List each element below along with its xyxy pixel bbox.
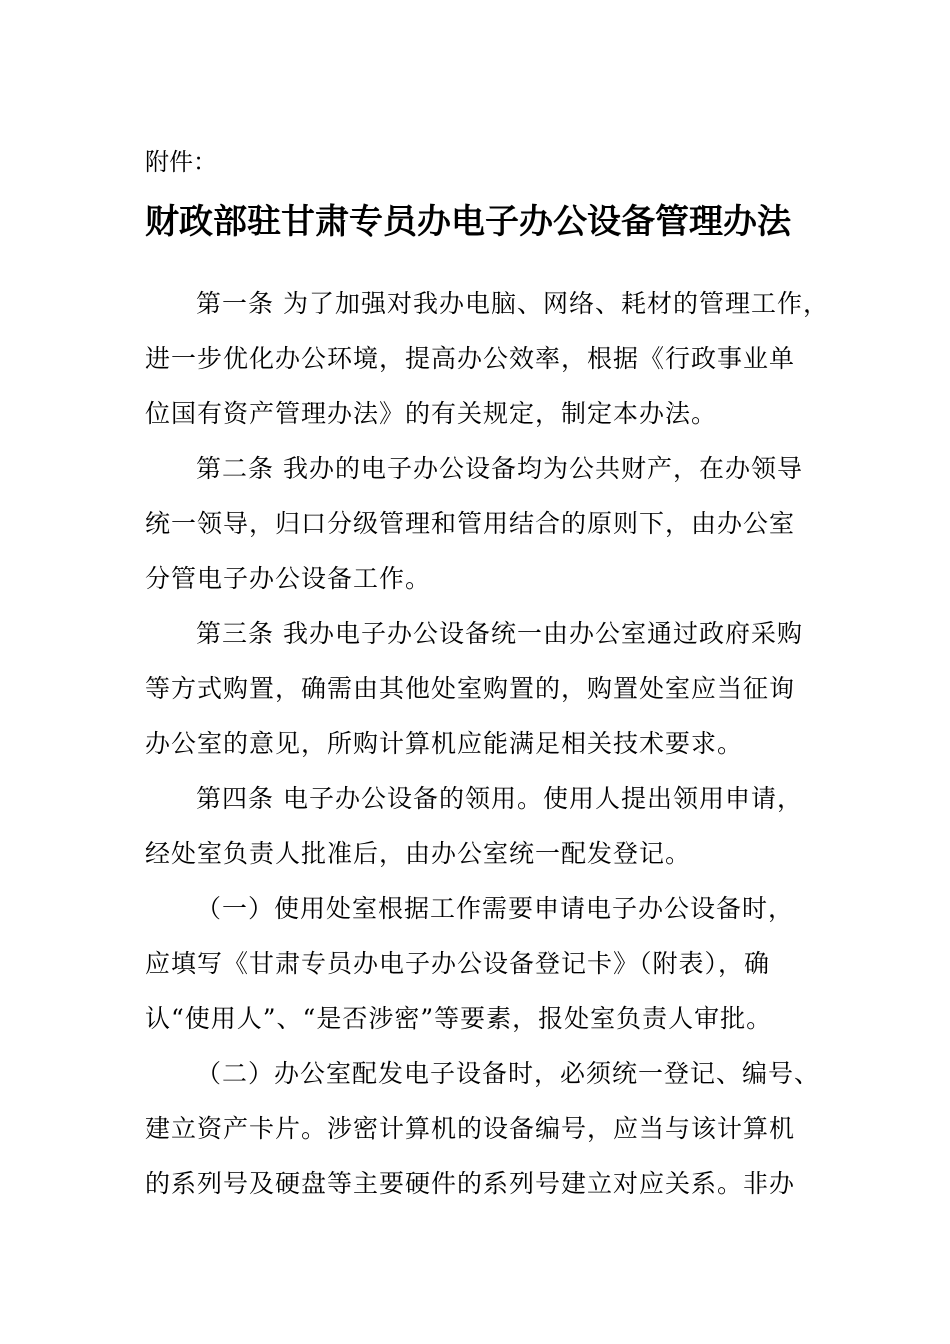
text-line-9: 办公室的意见，所购计算机应能满足相关技术要求。 <box>145 729 744 758</box>
text-line-6: 分管电子办公设备工作。 <box>145 564 432 593</box>
text-line-2: 进一步优化办公环境，提高办公效率，根据《行政事业单 <box>145 344 796 373</box>
text-line-14: 认“使用人”、“是否涉密”等要素，报处室负责人审批。 <box>145 1004 773 1033</box>
text-line-11: 经处室负责人批准后，由办公室统一配发登记。 <box>145 839 692 868</box>
text-line-4: 第二条 我办的电子办公设备均为公共财产，在办领导 <box>196 454 803 483</box>
document-title: 财政部驻甘肃专员办电子办公设备管理办法 <box>145 202 791 242</box>
attachment-label: 附件： <box>145 148 217 176</box>
text-line-7: 第三条 我办电子办公设备统一由办公室通过政府采购 <box>196 619 803 648</box>
text-line-16: 建立资产卡片。涉密计算机的设备编号，应当与该计算机 <box>145 1114 796 1143</box>
text-line-10: 第四条 电子办公设备的领用。使用人提出领用申请， <box>196 784 803 813</box>
text-line-3: 位国有资产管理办法》的有关规定，制定本办法。 <box>145 399 718 428</box>
text-line-1: 第一条 为了加强对我办电脑、网络、耗材的管理工作， <box>196 289 829 318</box>
text-line-8: 等方式购置，确需由其他处室购置的，购置处室应当征询 <box>145 674 796 703</box>
text-line-13: 应填写《甘肃专员办电子办公设备登记卡》（附表），确 <box>145 949 771 978</box>
text-line-5: 统一领导，归口分级管理和管用结合的原则下，由办公室 <box>145 509 796 538</box>
text-line-17: 的系列号及硬盘等主要硬件的系列号建立对应关系。非办 <box>145 1169 796 1198</box>
text-line-12: （一）使用处室根据工作需要申请电子办公设备时， <box>196 894 795 923</box>
text-line-15: （二）办公室配发电子设备时，必须统一登记、编号、 <box>196 1059 821 1088</box>
